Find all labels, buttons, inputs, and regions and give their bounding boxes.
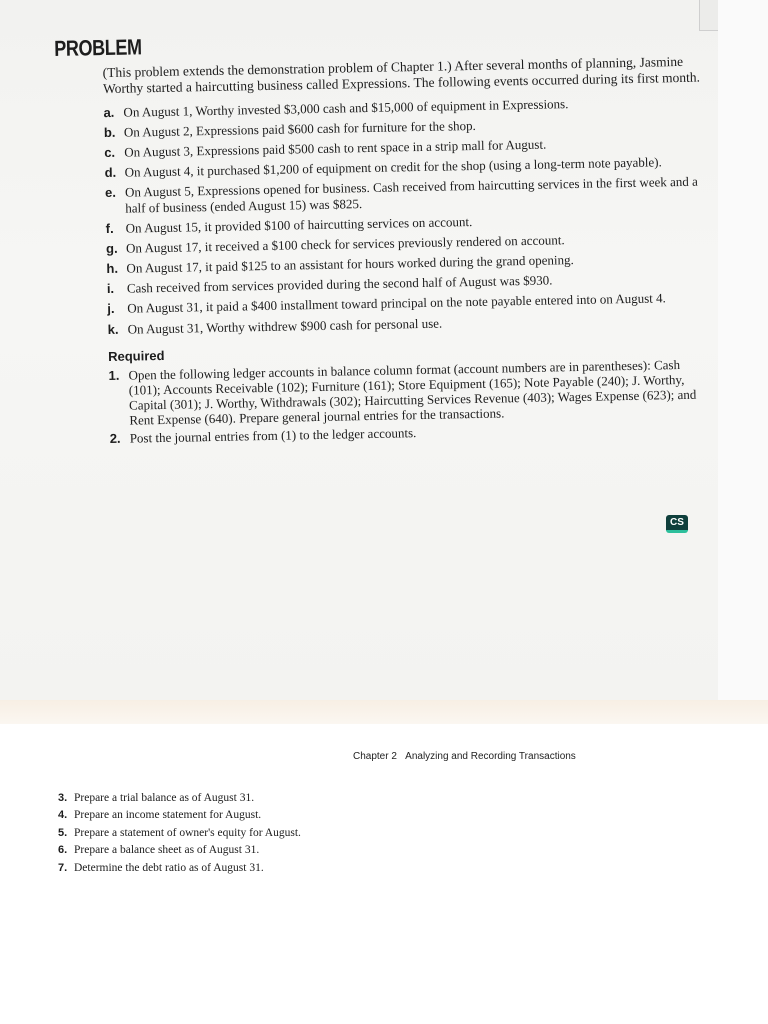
task-item (58, 825, 301, 842)
event-label: j. (107, 301, 115, 317)
event-text: On August 3, Expressions paid $500 cash to rent space in a strip mall for August. (124, 136, 547, 160)
page-gap (0, 700, 768, 724)
event-label: b. (103, 124, 116, 141)
task-text: Prepare an income statement for August. (74, 809, 262, 822)
chapter-title: Analyzing and Recording Transactions (405, 751, 576, 762)
event-label: e. (104, 185, 117, 201)
cs-badge-icon: CS (666, 515, 688, 533)
task-number: 6. (58, 844, 68, 857)
task-text: Prepare a trial balance as of August 31. (74, 792, 255, 804)
required-heading: Required (108, 348, 165, 365)
event-list (103, 94, 707, 338)
event-text: On August 15, it provided $100 of haircutting services on account. (125, 214, 473, 236)
required-text: Post the journal entries from (1) to the ledger accounts. (129, 425, 417, 446)
event-label: d. (104, 165, 117, 181)
task-item (58, 790, 301, 807)
event-item (105, 174, 705, 217)
problem-section (54, 24, 712, 451)
event-label: h. (106, 261, 119, 277)
event-text: Cash received from services provided during the second half of August was $930. (126, 272, 553, 296)
task-number: 5. (58, 826, 68, 839)
required-list (108, 357, 709, 447)
task-number: 7. (58, 861, 68, 874)
event-text: On August 17, it received a $100 check for services previously rendered on account. (125, 232, 565, 256)
task-text: Prepare a statement of owner's equity for August. (74, 826, 301, 839)
chapter-header (353, 751, 576, 762)
task-text: Determine the debt ratio as of August 31. (74, 861, 264, 874)
required-text: Open the following ledger accounts in balance column format (account numbers are in parentheses): Cash (101); Accounts Receivable (102); Furniture (161); Store Equipment (165); Note Payable (240); J. Worthy, Capital (301); J. Worthy, Withdrawals (302); Haircutting Services Revenue (403); Wages Expense (623); and Rent Expense (640). Prepare general journal entries for the transactions. (128, 357, 697, 428)
event-label: f. (105, 220, 114, 237)
task-number: 3. (58, 792, 68, 804)
required-number: 1. (108, 367, 120, 384)
task-number: 4. (58, 809, 68, 822)
required-number: 2. (109, 430, 121, 447)
task-item (58, 860, 301, 877)
task-list (58, 790, 301, 877)
event-label: k. (107, 321, 119, 337)
required-item (108, 357, 709, 429)
event-label: a. (103, 104, 115, 121)
event-label: c. (104, 145, 116, 161)
event-text: On August 31, it paid a $400 installment toward principal on the note payable entered into on August 4. (127, 290, 666, 317)
event-text: On August 5, Expressions opened for business. Cash received from haircutting services in the first week and a half of business (ended August 15) was $825. (124, 174, 699, 216)
event-text: On August 31, Worthy withdrew $900 cash for personal use. (127, 315, 443, 337)
page-margin (718, 0, 768, 700)
event-label: g. (105, 240, 118, 257)
task-item (58, 842, 301, 859)
task-item (58, 807, 301, 824)
problem-intro: (This problem extends the demonstration problem of Chapter 1.) After several months of planning, Jasmine Worthy started a haircutting business called Expressions. The following events occurred during its first month. (102, 53, 701, 97)
event-text: On August 1, Worthy invested $3,000 cash and $15,000 of equipment in Expressions. (123, 96, 569, 120)
event-label: i. (106, 281, 115, 297)
task-text: Prepare a balance sheet as of August 31. (74, 844, 260, 857)
chapter-label: Chapter 2 (353, 751, 397, 762)
event-text: On August 2, Expressions paid $600 cash for furniture for the shop. (123, 118, 476, 140)
event-text: On August 17, it paid $125 to an assistant for hours worked during the grand opening. (126, 252, 574, 276)
problem-title: PROBLEM (54, 34, 142, 61)
event-text: On August 4, it purchased $1,200 of equipment on credit for the shop (using a long-term note payable). (124, 154, 662, 180)
